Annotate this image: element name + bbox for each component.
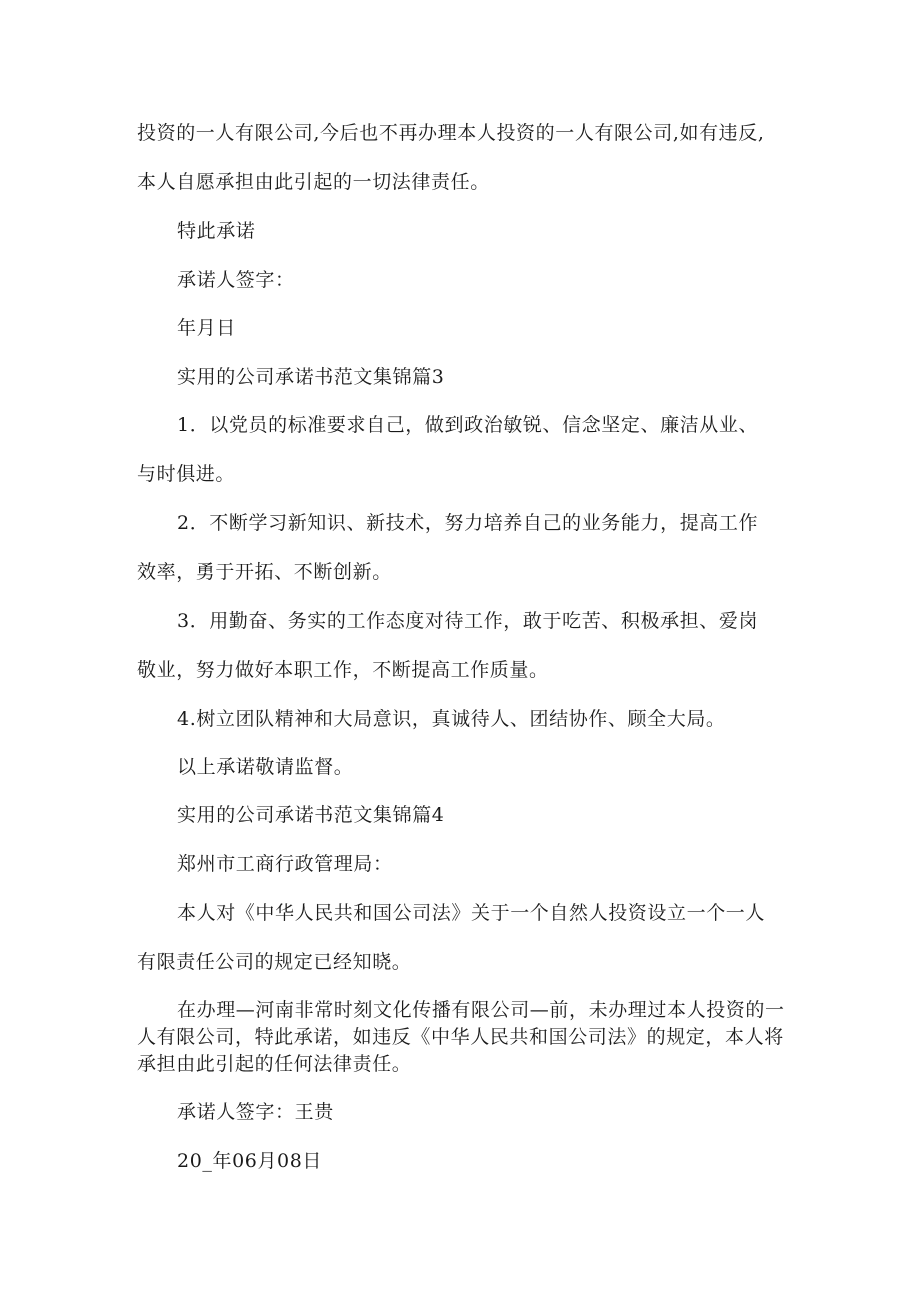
paragraph-line: 本人自愿承担由此引起的一切法律责任。 [137,171,490,193]
supervise-text: 以上承诺敬请监督。 [177,756,354,778]
list-item-line: 1．以党员的标准要求自己，做到政治敏锐、信念坚定、廉洁从业、 [177,414,759,436]
list-item-line: 敬业，努力做好本职工作，不断提高工作质量。 [137,659,549,681]
date-label: 年月日 [177,317,236,339]
signer-label: 承诺人签字：王贵 [177,1101,334,1123]
paragraph-line: 有限责任公司的规定已经知晓。 [137,951,412,973]
list-item-line: 效率，勇于开拓、不断创新。 [137,561,392,583]
addressee: 郑州市工商行政管理局： [177,853,393,875]
list-item-line: 3．用勤奋、务实的工作态度对待工作，敢于吃苦、积极承担、爱岗 [177,610,759,632]
list-item-line: 与时俱进。 [137,463,236,485]
paragraph-line: 投资的一人有限公司,今后也不再办理本人投资的一人有限公司,如有违反, [137,122,765,144]
signer-label: 承诺人签字： [177,269,295,291]
section-heading: 实用的公司承诺书范文集锦篇4 [177,804,445,826]
section-heading: 实用的公司承诺书范文集锦篇3 [177,366,445,388]
list-item-line: 2．不断学习新知识、新技术，努力培养自己的业务能力，提高工作 [177,512,759,534]
closing-text: 特此承诺 [177,220,256,242]
paragraph: 在办理—河南非常时刻文化传播有限公司—前，未办理过本人投资的一人有限公司，特此承诺，如违反《中华人民共和国公司法》的规定，本人将承担由此引起的任何法律责任。 [137,999,785,1075]
list-item-line: 4.树立团队精神和大局意识，真诚待人、团结协作、顾全大局。 [177,708,726,730]
date-label: 20_年06月08日 [177,1150,323,1172]
paragraph-line: 本人对《中华人民共和国公司法》关于一个自然人投资设立一个一人 [177,902,766,924]
